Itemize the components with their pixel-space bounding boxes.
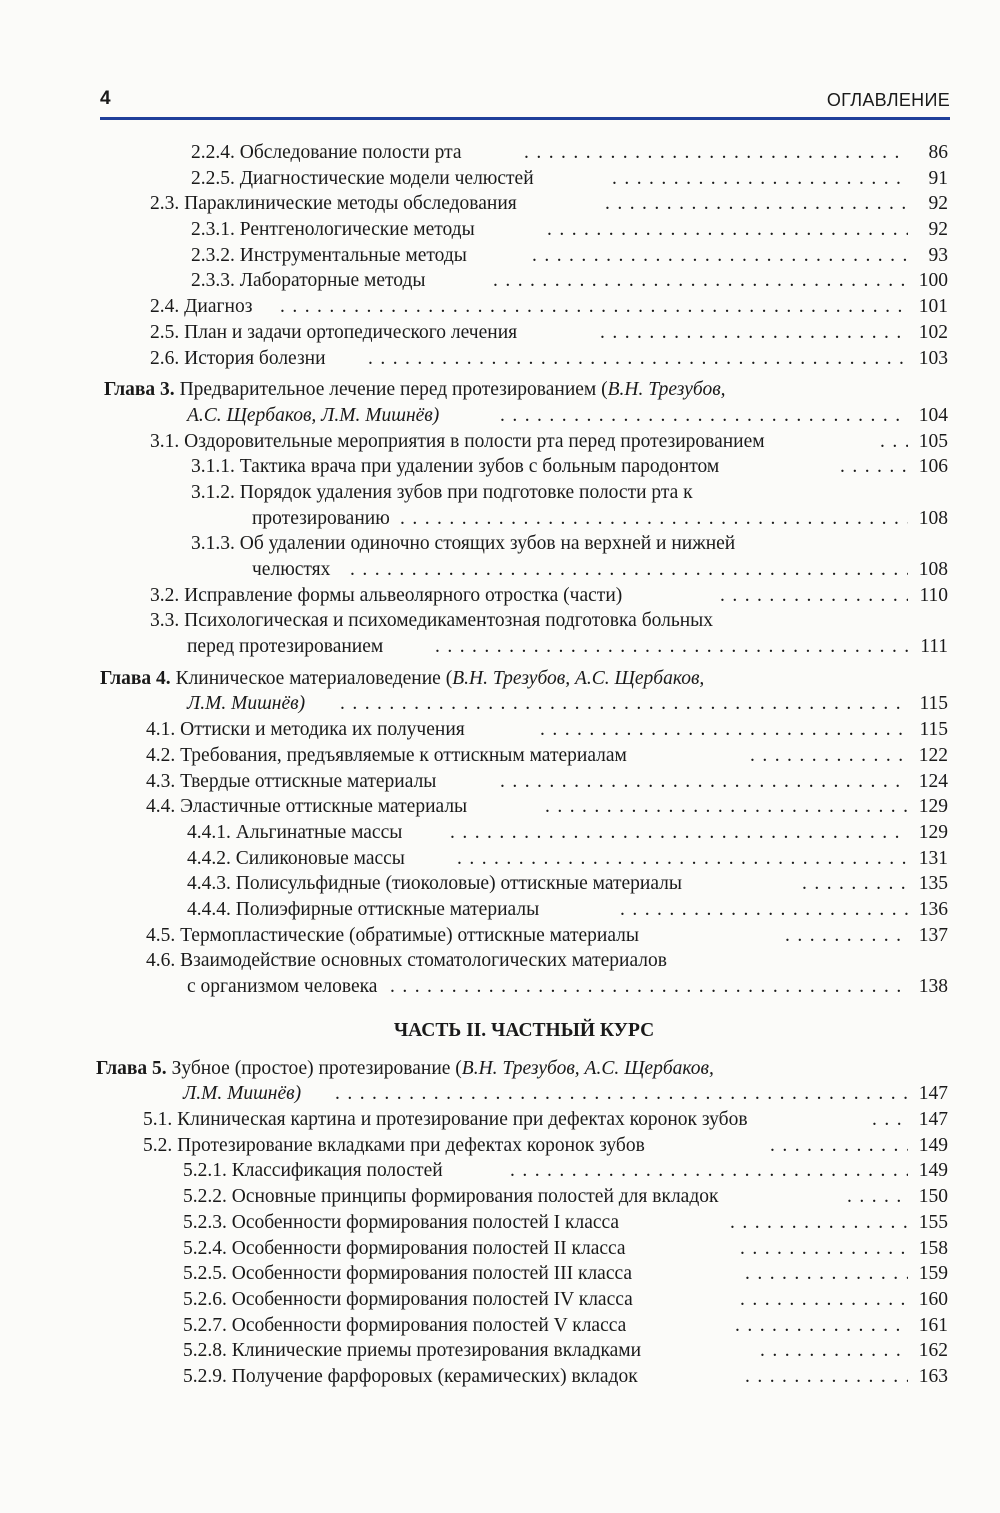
toc-entry[interactable]: 3.1. Оздоровительные мероприятия в полости рта перед протезированием . . . 105 — [100, 429, 948, 455]
toc-entry-cont[interactable]: челюстях . . . 108 — [100, 557, 948, 583]
toc-entry[interactable]: 3.1.3. Об удалении одиночно стоящих зубов на верхней и нижней — [191, 533, 736, 555]
toc-entry[interactable]: 4.4.1. Альгинатные массы . . . 129 — [100, 820, 948, 846]
toc-entry[interactable]: 2.3.1. Рентгенологические методы . . . 92 — [100, 217, 948, 243]
toc-entry[interactable]: 2.4. Диагноз . . . 101 — [100, 294, 948, 320]
toc-entry[interactable]: 5.2.3. Особенности формирования полостей I класса . . . 155 — [100, 1210, 948, 1236]
toc-entry-cont[interactable]: с организмом человека . . . 138 — [100, 974, 948, 1000]
toc-entry[interactable]: 5.2.2. Основные принципы формирования полостей для вкладок . . . 150 — [100, 1184, 948, 1210]
toc-entry[interactable]: 5.2.5. Особенности формирования полостей III класса . . . 159 — [100, 1261, 948, 1287]
toc-entry-cont[interactable]: протезированию . . . 108 — [100, 506, 948, 532]
toc-entry[interactable]: 2.3.2. Инструментальные методы . . . 93 — [100, 243, 948, 269]
toc-entry-cont[interactable]: перед протезированием . . . 111 — [100, 634, 948, 660]
toc-entry[interactable]: 3.3. Психологическая и психомедикаментозная подготовка больных — [150, 610, 714, 632]
toc-entry[interactable]: 3.1.2. Порядок удаления зубов при подготовке полости рта к — [191, 481, 693, 503]
toc-entry[interactable]: 4.4.2. Силиконовые массы . . . 131 — [100, 846, 948, 872]
toc-entry[interactable]: 5.2.6. Особенности формирования полостей IV класса . . . 160 — [100, 1287, 948, 1313]
toc-entry[interactable]: 2.3.3. Лабораторные методы . . . 100 — [100, 268, 948, 294]
running-title: ОГЛАВЛЕНИЕ — [826, 90, 950, 110]
table-of-contents — [96, 140, 948, 1390]
toc-entry[interactable]: 5.2. Протезирование вкладками при дефектах коронок зубов . . . 149 — [100, 1133, 948, 1159]
chapter-heading[interactable]: Глава 5. Зубное (простое) протезирование (В.Н. Трезубов, А.С. Щербаков, — [96, 1057, 714, 1079]
chapter-heading-cont[interactable]: А.С. Щербаков, Л.М. Мишнёв) . . . 104 — [100, 403, 948, 429]
chapter-heading[interactable]: Глава 4. Клиническое материаловедение (В.Н. Трезубов, А.С. Щербаков, — [100, 667, 705, 689]
chapter-heading-cont[interactable]: Л.М. Мишнёв) . . . 147 — [100, 1081, 948, 1107]
toc-entry[interactable]: 5.2.1. Классификация полостей . . . 149 — [100, 1158, 948, 1184]
toc-entry[interactable]: 2.2.5. Диагностические модели челюстей . . . 91 — [100, 166, 948, 192]
toc-entry[interactable]: 5.1. Клиническая картина и протезирование при дефектах коронок зубов . . . 147 — [100, 1107, 948, 1133]
page-number: 4 — [100, 88, 111, 109]
toc-entry[interactable]: 2.5. План и задачи ортопедического лечения . . . 102 — [100, 320, 948, 346]
toc-entry[interactable]: 4.4. Эластичные оттискные материалы . . . 129 — [100, 794, 948, 820]
toc-entry[interactable]: 2.6. История болезни . . . 103 — [100, 346, 948, 372]
toc-entry[interactable]: 5.2.4. Особенности формирования полостей II класса . . . 158 — [100, 1236, 948, 1262]
running-header — [100, 88, 950, 118]
toc-entry[interactable]: 3.2. Исправление формы альвеолярного отростка (части) . . . 110 — [100, 583, 948, 609]
toc-entry[interactable]: 4.4.3. Полисульфидные (тиоколовые) оттискные материалы . . . 135 — [100, 871, 948, 897]
toc-entry[interactable]: 3.1.1. Тактика врача при удалении зубов с больным пародонтом . . . 106 — [100, 454, 948, 480]
toc-entry[interactable]: 4.3. Твердые оттискные материалы . . . 124 — [100, 769, 948, 795]
toc-entry[interactable]: 4.1. Оттиски и методика их получения . . . 115 — [100, 717, 948, 743]
toc-entry[interactable]: 4.4.4. Полиэфирные оттискные материалы . . . 136 — [100, 897, 948, 923]
toc-entry[interactable]: 5.2.7. Особенности формирования полостей V класса . . . 161 — [100, 1313, 948, 1339]
toc-entry[interactable]: 2.2.4. Обследование полости рта . . . 86 — [100, 140, 948, 166]
toc-entry[interactable]: 5.2.8. Клинические приемы протезирования вкладками . . . 162 — [100, 1338, 948, 1364]
chapter-heading-cont[interactable]: Л.М. Мишнёв) . . . 115 — [100, 691, 948, 717]
chapter-heading[interactable]: Глава 3. Предварительное лечение перед протезированием (В.Н. Трезубов, — [104, 379, 726, 401]
toc-entry[interactable]: 4.6. Взаимодействие основных стоматологических материалов — [146, 950, 667, 972]
toc-entry[interactable]: 4.5. Термопластические (обратимые) оттискные материалы . . . 137 — [100, 923, 948, 949]
header-rule — [100, 117, 950, 120]
part-heading: ЧАСТЬ II. ЧАСТНЫЙ КУРС — [393, 1019, 655, 1041]
toc-entry[interactable]: 5.2.9. Получение фарфоровых (керамических) вкладок . . . 163 — [100, 1364, 948, 1390]
toc-entry[interactable]: 2.3. Параклинические методы обследования . . . 92 — [100, 191, 948, 217]
toc-entry[interactable]: 4.2. Требования, предъявляемые к оттискным материалам . . . 122 — [100, 743, 948, 769]
